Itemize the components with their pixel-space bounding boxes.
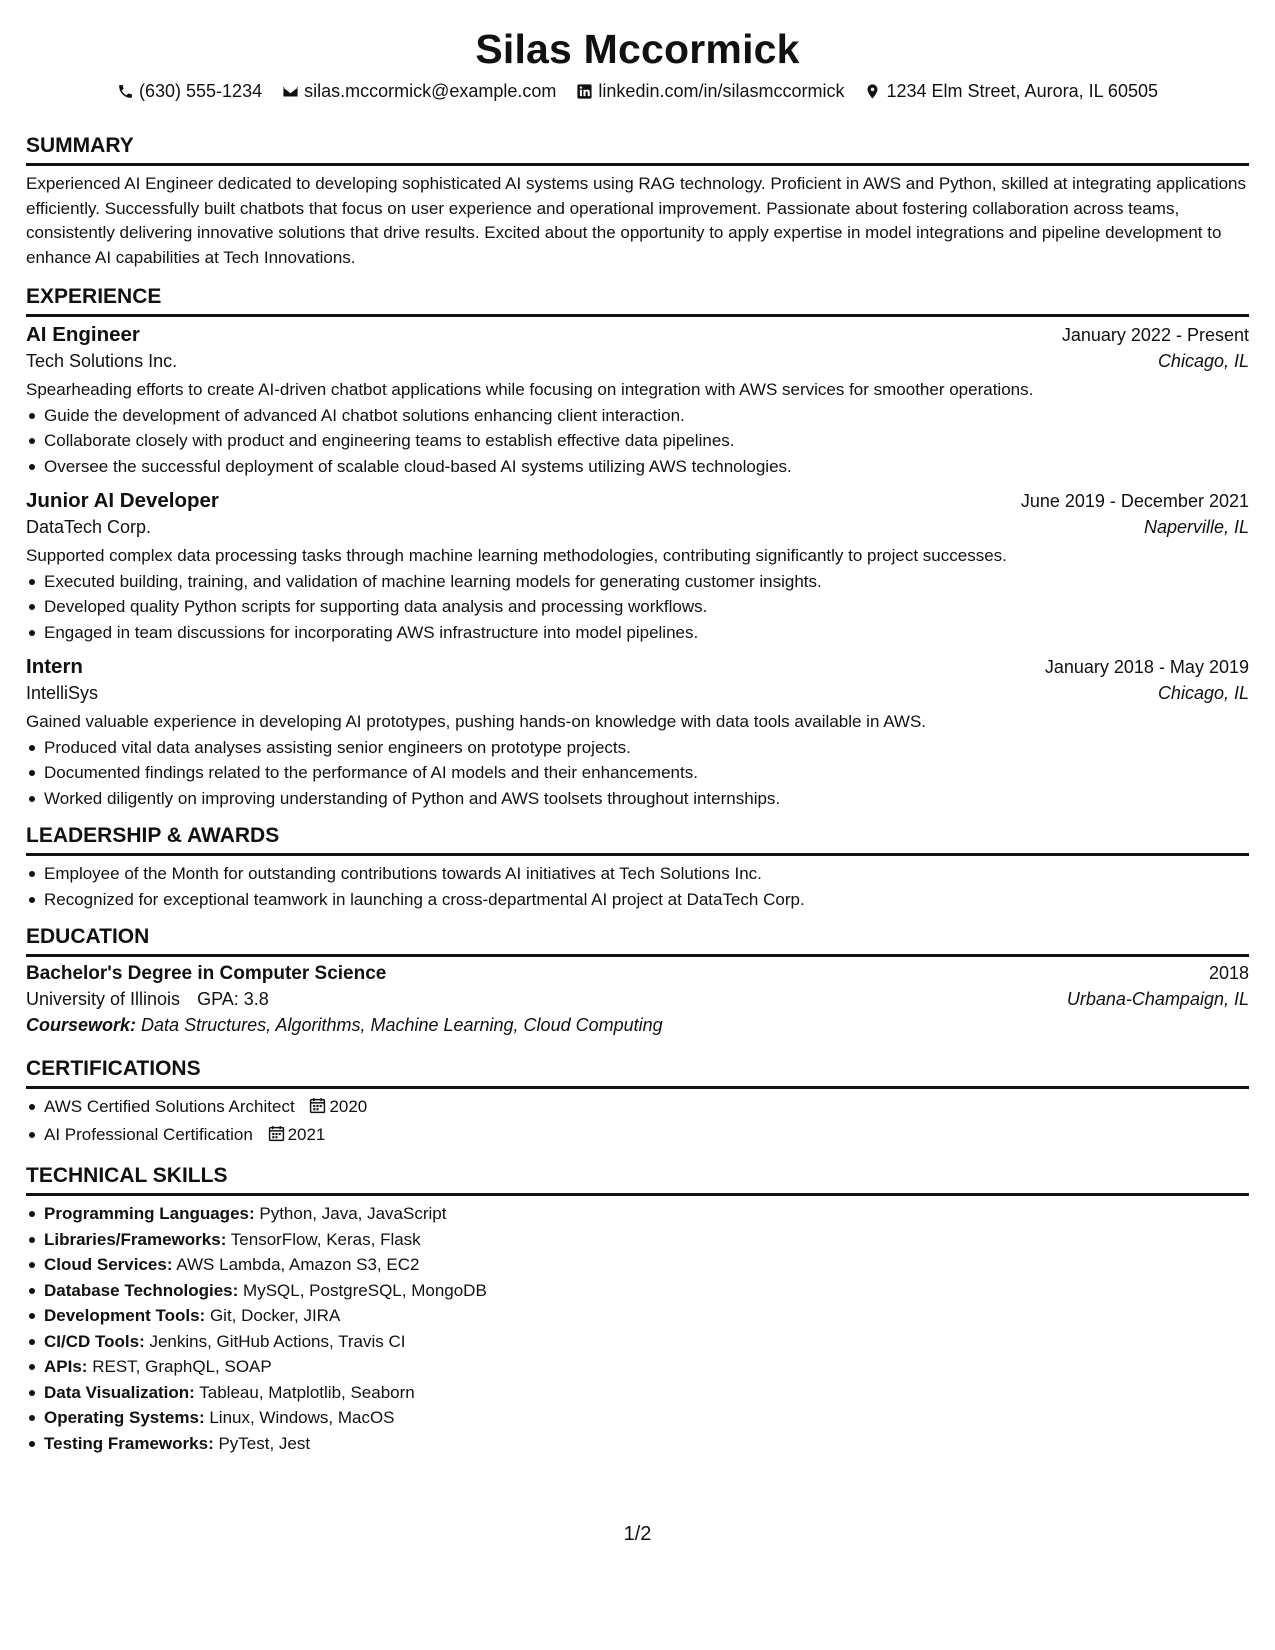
- certification-year: 2021: [287, 1124, 326, 1144]
- list-item: Executed building, training, and validation of machine learning models for generating customer insights.: [44, 569, 1249, 595]
- phone-icon: [117, 83, 134, 100]
- contact-address: [864, 80, 1158, 102]
- job-title: Intern: [26, 655, 83, 678]
- job-bullets: [26, 569, 1249, 646]
- summary-section: [26, 133, 1249, 270]
- coursework-label: Coursework:: [26, 1015, 137, 1035]
- skill-value: Git, Docker, JIRA: [209, 1306, 341, 1325]
- skill-value: TensorFlow, Keras, Flask: [230, 1229, 421, 1249]
- job-location: Chicago, IL: [1157, 683, 1249, 703]
- skills-heading: TECHNICAL SKILLS: [26, 1163, 1249, 1196]
- list-item: [44, 1329, 1249, 1355]
- experience-section: [26, 284, 1249, 811]
- certification-year: 2020: [329, 1097, 368, 1116]
- skills-section: [26, 1163, 1249, 1456]
- experience-heading: EXPERIENCE: [26, 284, 1249, 317]
- skill-label: CI/CD Tools:: [44, 1331, 145, 1351]
- skill-label: APIs:: [44, 1357, 88, 1376]
- leadership-section: [26, 823, 1249, 912]
- job-title: Junior AI Developer: [26, 489, 219, 512]
- list-item: Collaborate closely with product and engineering teams to establish effective data pipelines.: [44, 428, 1249, 454]
- list-item: Oversee the successful deployment of scalable cloud-based AI systems utilizing AWS technologies.: [44, 454, 1249, 480]
- list-item: Developed quality Python scripts for supporting data analysis and processing workflows.: [44, 594, 1249, 620]
- list-item: [44, 1227, 1249, 1253]
- summary-text: Experienced AI Engineer dedicated to developing sophisticated AI systems using RAG technology. Proficient in AWS and Python, skilled at integrating applications efficiently. Successfully built chatbots that focus on user experience and operational improvement. Passionate about fostering collaboration across teams, consistently delivering innovative solutions that drive results. Excited about the opportunity to apply expertise in model integrations and pipeline development to enhance AI capabilities at Tech Innovations.: [26, 174, 1246, 267]
- job-company: IntelliSys: [26, 683, 99, 703]
- list-item: [44, 1122, 1249, 1150]
- job-description: Spearheading efforts to create AI-driven chatbot applications while focusing on integration with AWS services for smoother operations.: [26, 380, 1034, 399]
- job-dates: June 2019 - December 2021: [1020, 491, 1249, 511]
- linkedin-icon: [576, 83, 593, 100]
- skill-value: AWS Lambda, Amazon S3, EC2: [176, 1255, 420, 1274]
- certification-name: AWS Certified Solutions Architect: [44, 1097, 295, 1116]
- list-item: Produced vital data analyses assisting senior engineers on prototype projects.: [44, 735, 1249, 761]
- skill-value: Linux, Windows, MacOS: [209, 1408, 395, 1427]
- skill-value: PyTest, Jest: [218, 1433, 311, 1453]
- job-entry: [26, 655, 1249, 811]
- list-item: Engaged in team discussions for incorporating AWS infrastructure into model pipelines.: [44, 620, 1249, 646]
- certifications-section: [26, 1056, 1249, 1149]
- linkedin-link[interactable]: linkedin.com/in/silasmccormick: [598, 81, 845, 101]
- list-item: [44, 1354, 1249, 1380]
- skill-value: REST, GraphQL, SOAP: [92, 1357, 272, 1376]
- calendar-icon: [309, 1096, 326, 1122]
- envelope-icon: [282, 83, 299, 100]
- school-info: [26, 989, 269, 1010]
- phone-text: (630) 555-1234: [139, 81, 263, 101]
- certifications-heading: CERTIFICATIONS: [26, 1056, 1249, 1089]
- skill-value: Tableau, Matplotlib, Seaborn: [199, 1382, 415, 1402]
- list-item: [44, 1380, 1249, 1406]
- email-link[interactable]: silas.mccormick@example.com: [304, 81, 557, 101]
- candidate-name: Silas Mccormick: [475, 26, 800, 72]
- job-location: Chicago, IL: [1157, 351, 1249, 371]
- list-item: [44, 1252, 1249, 1278]
- coursework-text: Data Structures, Algorithms, Machine Learning, Cloud Computing: [141, 1015, 663, 1035]
- job-company: Tech Solutions Inc.: [26, 351, 178, 371]
- list-item: Employee of the Month for outstanding contributions towards AI initiatives at Tech Solutions Inc.: [44, 861, 1249, 887]
- list-item: [44, 1431, 1249, 1457]
- job-bullets: [26, 403, 1249, 480]
- education-section: [26, 924, 1249, 1036]
- calendar-icon: [268, 1124, 285, 1150]
- contact-email[interactable]: [282, 80, 556, 102]
- job-company: DataTech Corp.: [26, 517, 152, 537]
- list-item: Recognized for exceptional teamwork in launching a cross-departmental AI project at DataTech Corp.: [44, 887, 1249, 913]
- skill-label: Data Visualization:: [44, 1382, 195, 1402]
- list-item: Worked diligently on improving understanding of Python and AWS toolsets throughout internships.: [44, 786, 1249, 812]
- school-location: Urbana-Champaign, IL: [1066, 989, 1249, 1009]
- contact-phone: [117, 80, 262, 102]
- job-description: Gained valuable experience in developing AI prototypes, pushing hands-on knowledge with data tools available in AWS.: [26, 712, 927, 731]
- skill-label: Testing Frameworks:: [44, 1433, 214, 1453]
- map-marker-icon: [864, 83, 881, 100]
- list-item: [44, 1405, 1249, 1431]
- list-item: [44, 1094, 1249, 1122]
- certification-name: AI Professional Certification: [44, 1124, 253, 1144]
- skill-label: Database Technologies:: [44, 1280, 239, 1300]
- job-bullets: [26, 735, 1249, 812]
- job-description: Supported complex data processing tasks through machine learning methodologies, contributing significantly to project successes.: [26, 546, 1007, 565]
- skill-label: Operating Systems:: [44, 1408, 205, 1427]
- job-dates: January 2022 - Present: [1061, 325, 1249, 345]
- job-entry: [26, 323, 1249, 479]
- list-item: Documented findings related to the performance of AI models and their enhancements.: [44, 760, 1249, 786]
- list-item: [44, 1303, 1249, 1329]
- degree-title: Bachelor's Degree in Computer Science: [26, 963, 387, 984]
- skill-label: Libraries/Frameworks:: [44, 1229, 227, 1249]
- graduation-year: 2018: [1208, 963, 1249, 983]
- skill-value: Jenkins, GitHub Actions, Travis CI: [149, 1331, 406, 1351]
- coursework: [26, 1015, 1249, 1036]
- gpa: GPA: 3.8: [197, 989, 269, 1009]
- skill-value: MySQL, PostgreSQL, MongoDB: [243, 1280, 487, 1300]
- skill-label: Development Tools:: [44, 1306, 206, 1325]
- summary-heading: SUMMARY: [26, 133, 1249, 166]
- list-item: [44, 1201, 1249, 1227]
- job-dates: January 2018 - May 2019: [1044, 657, 1249, 677]
- education-heading: EDUCATION: [26, 924, 1249, 957]
- job-entry: [26, 489, 1249, 645]
- address-text: 1234 Elm Street, Aurora, IL 60505: [886, 81, 1158, 101]
- list-item: [44, 1278, 1249, 1304]
- skills-list: [26, 1201, 1249, 1456]
- job-title: AI Engineer: [26, 323, 140, 346]
- contact-bar: [26, 80, 1249, 102]
- page-number: 1/2: [623, 1523, 652, 1545]
- skill-label: Programming Languages:: [44, 1204, 255, 1223]
- leadership-heading: LEADERSHIP & AWARDS: [26, 823, 1249, 856]
- skill-label: Cloud Services:: [44, 1255, 173, 1274]
- school-name: University of Illinois: [26, 989, 181, 1009]
- leadership-list: [26, 861, 1249, 912]
- resume-page: [26, 0, 1249, 1456]
- job-location: Naperville, IL: [1143, 517, 1249, 537]
- certifications-list: [26, 1094, 1249, 1149]
- contact-linkedin[interactable]: [576, 80, 844, 102]
- skill-value: Python, Java, JavaScript: [259, 1204, 447, 1223]
- list-item: Guide the development of advanced AI chatbot solutions enhancing client interaction.: [44, 403, 1249, 429]
